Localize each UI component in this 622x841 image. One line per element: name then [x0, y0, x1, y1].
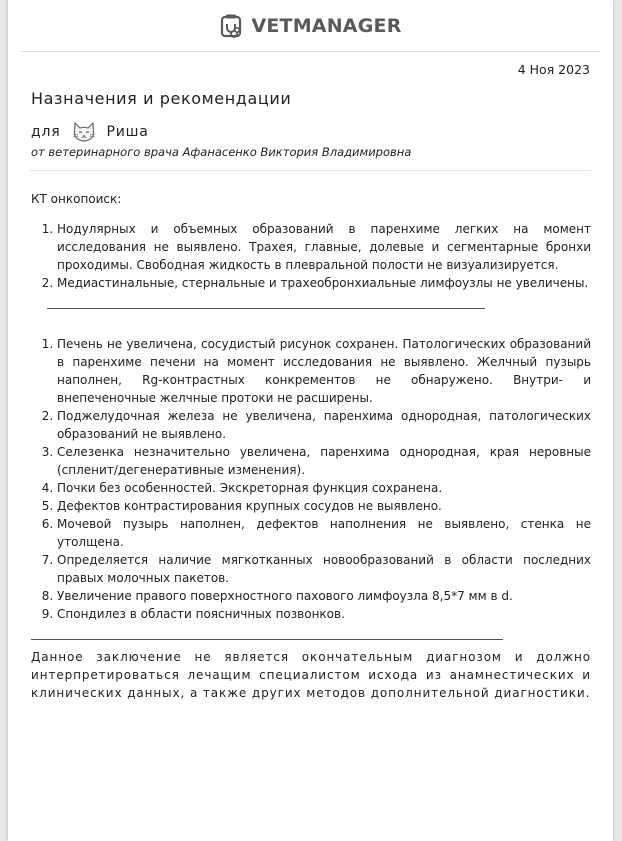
brand-logo — [8, 12, 613, 40]
findings-list-chest — [31, 220, 591, 292]
document-date: 4 Ноя 2023 — [517, 62, 590, 77]
clipboard-stethoscope-icon — [219, 13, 245, 39]
for-label: для — [31, 124, 61, 140]
list-item: 4. Почки без особенностей. Экскреторная функция сохранена. — [57, 479, 591, 497]
list-item: 2. Поджелудочная железа не увеличена, паренхима однородная, патологических образований не выявлено. — [57, 407, 591, 443]
list-item: 8. Увеличение правого поверхностного пахового лимфоузла 8,5*7 мм в d. — [57, 587, 591, 605]
list-item: 6. Мочевой пузырь наполнен, дефектов наполнения не выявлено, стенка не утолщена. — [57, 515, 591, 551]
list-item: 9. Спондилез в области поясничных позвонков. — [57, 605, 591, 623]
section-divider — [30, 170, 591, 171]
brand-name: VETMANAGER — [251, 15, 402, 37]
cat-icon — [71, 119, 97, 145]
disclaimer-text: Данное заключение не является окончательным диагнозом и должно интерпретироваться лечащим специалистом исхода из анамнестических и клинических данных, а также других методов дополнительной диагностики. — [31, 650, 591, 700]
findings-list-abdomen — [31, 335, 591, 623]
doctor-line: от ветеринарного врача Афанасенко Виктория Владимировна — [31, 145, 412, 159]
list-item: 1. Нодулярных и объемных образований в паренхиме легких на момент исследования не выявлено. Трахея, главные, долевые и сегментарные бронхи проходимы. Свободная жидкость в плевральной полости не визуализируется. — [57, 220, 591, 274]
separator-line — [47, 308, 485, 309]
separator-line — [31, 639, 503, 640]
document-title: Назначения и рекомендации — [31, 89, 292, 108]
patient-line — [31, 119, 149, 145]
pet-name: Риша — [106, 124, 149, 140]
document-body — [31, 190, 591, 702]
list-item: 5. Дефектов контрастирования крупных сосудов не выявлено. — [57, 497, 591, 515]
list-item: 2. Медиастинальные, стернальные и трахеобронхиальные лимфоузлы не увеличены. — [57, 274, 591, 292]
list-item: 1. Печень не увеличена, сосудистый рисунок сохранен. Патологических образований в паренхиме печени на момент исследования не выявлено. Желчный пузырь наполнен, Rg-контрастных конкрементов не обнаружено. Внутри- и внепеченочные желчные протоки не расширены. — [57, 335, 591, 407]
list-item: 3. Селезенка незначительно увеличена, паренхима однородная, края неровные (спленит/дегенеративные изменения). — [57, 443, 591, 479]
document-page — [8, 0, 613, 841]
section-title: КТ онкопоиск: — [31, 192, 122, 206]
header-divider — [20, 51, 601, 52]
list-item: 7. Определяется наличие мягкотканных новообразований в области последних правых молочных пакетов. — [57, 551, 591, 587]
